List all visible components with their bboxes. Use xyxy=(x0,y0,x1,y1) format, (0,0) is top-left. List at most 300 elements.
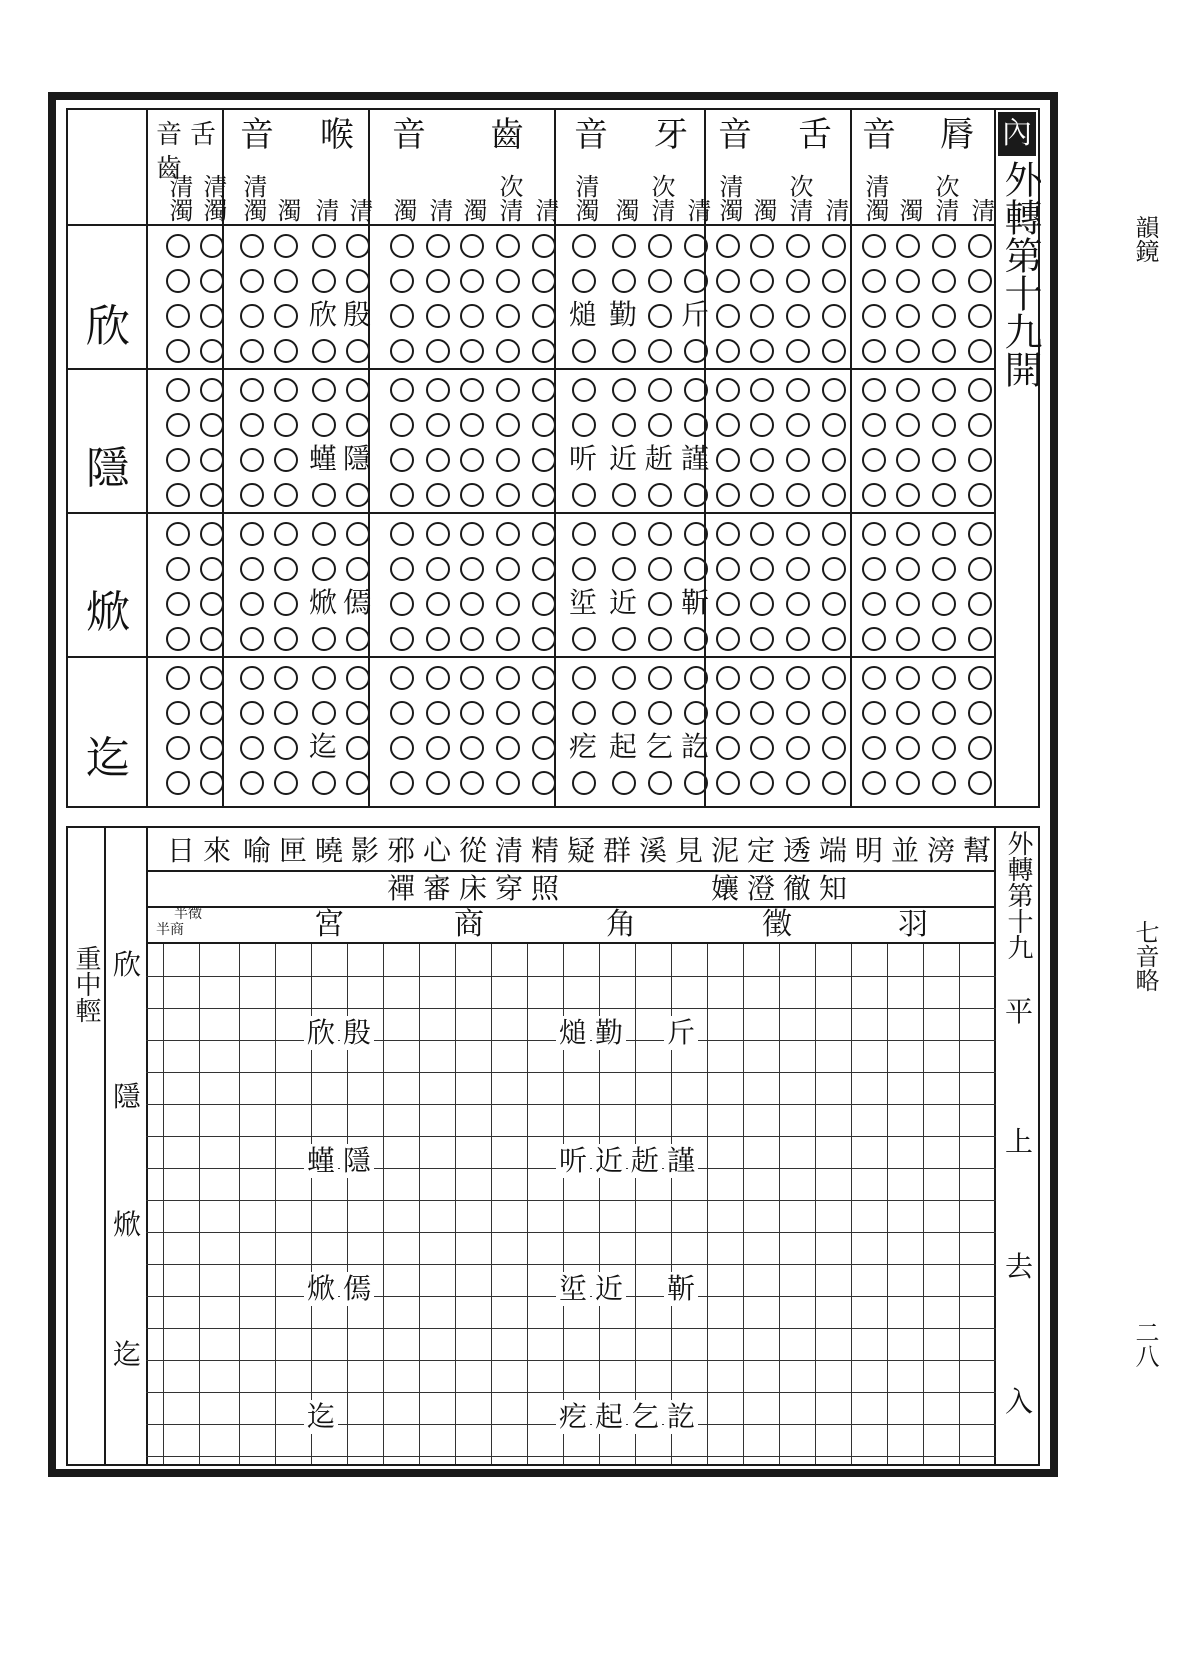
empty-circle xyxy=(932,483,956,507)
empty-circle xyxy=(460,304,484,328)
empty-circle xyxy=(166,701,190,725)
empty-circle xyxy=(684,557,708,581)
lower-grid-vline xyxy=(163,944,164,1464)
empty-circle xyxy=(240,771,264,795)
upper-subheader: 清 xyxy=(967,198,995,222)
tone-ping: 平 xyxy=(1004,995,1033,1028)
empty-circle xyxy=(822,771,846,795)
empty-circle xyxy=(968,666,992,690)
upper-subheader: 次清 xyxy=(931,174,959,222)
initial-row1: 來 xyxy=(202,834,231,867)
rhyme-label-4: 迄 xyxy=(86,733,130,784)
empty-circle xyxy=(426,736,450,760)
upper-title-text: 外轉第十九開 xyxy=(998,160,1042,388)
empty-circle xyxy=(896,339,920,363)
empty-circle xyxy=(572,627,596,651)
note-yu: 羽 xyxy=(898,907,928,942)
lower-entry-char: 疙 xyxy=(556,1400,590,1434)
empty-circle xyxy=(786,304,810,328)
empty-circle xyxy=(862,234,886,258)
empty-circle xyxy=(822,339,846,363)
empty-circle xyxy=(312,666,336,690)
empty-circle xyxy=(822,701,846,725)
lower-grid-hline xyxy=(146,1264,996,1265)
empty-circle xyxy=(932,448,956,472)
note-half xyxy=(156,906,220,938)
empty-circle xyxy=(862,627,886,651)
empty-circle xyxy=(822,666,846,690)
empty-circle xyxy=(716,304,740,328)
upper-cell-char: 㷟 xyxy=(568,298,597,331)
empty-circle xyxy=(572,666,596,690)
empty-circle xyxy=(426,378,450,402)
header-group-teeth-2: 音 xyxy=(392,115,426,155)
empty-circle xyxy=(786,557,810,581)
empty-circle xyxy=(932,339,956,363)
empty-circle xyxy=(862,304,886,328)
empty-circle xyxy=(786,592,810,616)
empty-circle xyxy=(648,413,672,437)
empty-circle xyxy=(932,234,956,258)
initial-row1: 見 xyxy=(674,834,703,867)
lower-grid-vline xyxy=(923,944,924,1464)
empty-circle xyxy=(390,448,414,472)
upper-subheader: 清 xyxy=(345,198,373,222)
lower-entry-char: 殷 xyxy=(340,1016,374,1050)
initial-row1: 泥 xyxy=(710,834,739,867)
lower-entry-char: 焮 xyxy=(304,1272,338,1306)
initial-row1: 溪 xyxy=(638,834,667,867)
empty-circle xyxy=(862,269,886,293)
empty-circle xyxy=(390,339,414,363)
empty-circle xyxy=(968,448,992,472)
empty-circle xyxy=(460,592,484,616)
empty-circle xyxy=(786,666,810,690)
empty-circle xyxy=(460,666,484,690)
initial-row1: 邪 xyxy=(386,834,415,867)
empty-circle xyxy=(274,234,298,258)
note-jiao: 角 xyxy=(606,907,636,942)
empty-circle xyxy=(716,627,740,651)
empty-circle xyxy=(166,592,190,616)
empty-circle xyxy=(822,736,846,760)
empty-circle xyxy=(166,413,190,437)
tone-qu: 去 xyxy=(1004,1250,1033,1283)
empty-circle xyxy=(426,339,450,363)
empty-circle xyxy=(750,483,774,507)
empty-circle xyxy=(532,592,556,616)
lower-side-label-text: 重中輕 xyxy=(71,945,101,1023)
empty-circle xyxy=(240,304,264,328)
empty-circle xyxy=(274,736,298,760)
empty-circle xyxy=(896,304,920,328)
empty-circle xyxy=(716,339,740,363)
empty-circle xyxy=(200,557,224,581)
empty-circle xyxy=(532,557,556,581)
initial-row2: 孃 xyxy=(710,872,739,905)
empty-circle xyxy=(968,701,992,725)
empty-circle xyxy=(426,522,450,546)
empty-circle xyxy=(312,378,336,402)
empty-circle xyxy=(496,269,520,293)
empty-circle xyxy=(460,736,484,760)
lower-label-col-line xyxy=(146,826,148,1466)
empty-circle xyxy=(274,771,298,795)
empty-circle xyxy=(274,304,298,328)
empty-circle xyxy=(896,483,920,507)
header-group-molar-1: 牙 xyxy=(654,115,688,155)
empty-circle xyxy=(312,269,336,293)
empty-circle xyxy=(822,413,846,437)
upper-subheader: 次清 xyxy=(785,174,813,222)
margin-book-title xyxy=(1130,215,1160,269)
lower-grid-vline xyxy=(851,944,852,1464)
empty-circle xyxy=(240,269,264,293)
empty-circle xyxy=(390,627,414,651)
lower-grid-vline xyxy=(707,944,708,1464)
upper-cell-char: 勤 xyxy=(608,298,637,331)
upper-subheader: 清濁 xyxy=(861,174,889,222)
empty-circle xyxy=(572,522,596,546)
empty-circle xyxy=(496,483,520,507)
initial-row2: 穿 xyxy=(494,872,523,905)
upper-subheader: 清 xyxy=(531,198,559,222)
empty-circle xyxy=(786,522,810,546)
upper-cell-char: 殷 xyxy=(342,298,371,331)
upper-subheader: 清濁 xyxy=(715,174,743,222)
lower-grid-hline xyxy=(146,1392,996,1393)
empty-circle xyxy=(166,339,190,363)
lower-rhyme-label-1: 欣 xyxy=(112,948,141,981)
empty-circle xyxy=(426,304,450,328)
empty-circle xyxy=(612,701,636,725)
upper-subheader: 濁 xyxy=(611,198,639,222)
lower-grid-hline xyxy=(146,1328,996,1329)
empty-circle xyxy=(460,378,484,402)
upper-cell-char: 靳 xyxy=(680,586,709,619)
empty-circle xyxy=(496,627,520,651)
lower-grid-vline xyxy=(455,944,456,1464)
empty-circle xyxy=(684,378,708,402)
empty-circle xyxy=(572,269,596,293)
empty-circle xyxy=(532,269,556,293)
empty-circle xyxy=(460,448,484,472)
empty-circle xyxy=(390,736,414,760)
empty-circle xyxy=(312,627,336,651)
empty-circle xyxy=(200,627,224,651)
empty-circle xyxy=(716,701,740,725)
empty-circle xyxy=(532,522,556,546)
empty-circle xyxy=(648,234,672,258)
initial-row1: 明 xyxy=(854,834,883,867)
empty-circle xyxy=(612,378,636,402)
lower-entry-char: 近 xyxy=(592,1272,626,1306)
empty-circle xyxy=(200,592,224,616)
lower-title-text: 外轉第十九 xyxy=(1003,830,1033,960)
initial-row1: 清 xyxy=(494,834,523,867)
upper-cell-char: 訖 xyxy=(680,730,709,763)
empty-circle xyxy=(786,701,810,725)
header-group-half-2: 音齒 xyxy=(155,120,182,184)
upper-title xyxy=(998,160,1042,396)
empty-circle xyxy=(932,378,956,402)
empty-circle xyxy=(274,666,298,690)
empty-circle xyxy=(862,666,886,690)
lower-grid-hline xyxy=(146,1072,996,1073)
empty-circle xyxy=(496,771,520,795)
lower-grid-vline xyxy=(383,944,384,1464)
empty-circle xyxy=(460,771,484,795)
empty-circle xyxy=(932,304,956,328)
empty-circle xyxy=(274,592,298,616)
empty-circle xyxy=(862,557,886,581)
empty-circle xyxy=(390,666,414,690)
lower-entry-char: 靳 xyxy=(664,1272,698,1306)
empty-circle xyxy=(496,234,520,258)
empty-circle xyxy=(822,592,846,616)
empty-circle xyxy=(932,557,956,581)
empty-circle xyxy=(200,666,224,690)
empty-circle xyxy=(932,413,956,437)
upper-cell-char: 疙 xyxy=(568,730,597,763)
empty-circle xyxy=(390,557,414,581)
upper-row-line-1 xyxy=(66,368,996,370)
empty-circle xyxy=(862,522,886,546)
margin-book-title-text: 韻鏡 xyxy=(1131,215,1159,263)
lower-rhyme-label-3: 焮 xyxy=(112,1208,141,1241)
lower-entry-char: 螼 xyxy=(304,1144,338,1178)
empty-circle xyxy=(786,378,810,402)
initial-row2: 知 xyxy=(818,872,847,905)
initial-row2: 徹 xyxy=(782,872,811,905)
empty-circle xyxy=(426,234,450,258)
initial-row1: 從 xyxy=(458,834,487,867)
empty-circle xyxy=(200,736,224,760)
initial-row1: 精 xyxy=(530,834,559,867)
empty-circle xyxy=(684,771,708,795)
empty-circle xyxy=(426,701,450,725)
empty-circle xyxy=(932,666,956,690)
lower-entry-char: 欣 xyxy=(304,1016,338,1050)
upper-subheader: 次清 xyxy=(647,174,675,222)
empty-circle xyxy=(274,448,298,472)
empty-circle xyxy=(572,483,596,507)
upper-subheader: 濁 xyxy=(895,198,923,222)
empty-circle xyxy=(862,448,886,472)
lower-grid-vline xyxy=(887,944,888,1464)
empty-circle xyxy=(786,627,810,651)
upper-subheader: 濁 xyxy=(273,198,301,222)
empty-circle xyxy=(346,771,370,795)
empty-circle xyxy=(822,627,846,651)
empty-circle xyxy=(390,522,414,546)
empty-circle xyxy=(346,339,370,363)
empty-circle xyxy=(200,269,224,293)
empty-circle xyxy=(346,483,370,507)
empty-circle xyxy=(612,483,636,507)
empty-circle xyxy=(716,592,740,616)
initial-row2: 澄 xyxy=(746,872,775,905)
upper-cell-char: 螼 xyxy=(308,442,337,475)
empty-circle xyxy=(240,666,264,690)
initial-row1: 心 xyxy=(422,834,451,867)
initial-row2: 照 xyxy=(530,872,559,905)
empty-circle xyxy=(426,269,450,293)
empty-circle xyxy=(612,413,636,437)
lower-entry-char: 㷟 xyxy=(556,1016,590,1050)
empty-circle xyxy=(716,522,740,546)
lower-grid-hline xyxy=(146,1200,996,1201)
upper-cell-char: 听 xyxy=(568,442,597,475)
empty-circle xyxy=(684,269,708,293)
upper-col-line-5 xyxy=(850,108,852,808)
margin-section-title-text: 七音略 xyxy=(1131,920,1159,992)
initial-row1: 影 xyxy=(350,834,379,867)
upper-cell-char: 近 xyxy=(608,586,637,619)
empty-circle xyxy=(750,701,774,725)
lower-grid-vline xyxy=(815,944,816,1464)
empty-circle xyxy=(346,413,370,437)
empty-circle xyxy=(426,771,450,795)
empty-circle xyxy=(240,234,264,258)
empty-circle xyxy=(750,666,774,690)
empty-circle xyxy=(750,304,774,328)
upper-row-line-2 xyxy=(66,512,996,514)
lower-entry-char: 垽 xyxy=(556,1272,590,1306)
empty-circle xyxy=(862,736,886,760)
empty-circle xyxy=(750,736,774,760)
empty-circle xyxy=(968,627,992,651)
empty-circle xyxy=(822,378,846,402)
upper-subheader: 清濁 xyxy=(239,174,267,222)
empty-circle xyxy=(648,522,672,546)
tone-shang: 上 xyxy=(1004,1125,1033,1158)
empty-circle xyxy=(312,522,336,546)
upper-cell-char: 斤 xyxy=(680,298,709,331)
upper-subheader: 濁 xyxy=(459,198,487,222)
empty-circle xyxy=(862,592,886,616)
empty-circle xyxy=(716,269,740,293)
lower-entry-char: 訖 xyxy=(664,1400,698,1434)
empty-circle xyxy=(648,701,672,725)
lower-grid-hline xyxy=(146,976,996,977)
upper-cell-char: 隱 xyxy=(342,442,371,475)
empty-circle xyxy=(390,771,414,795)
empty-circle xyxy=(426,666,450,690)
initial-row1: 匣 xyxy=(278,834,307,867)
empty-circle xyxy=(240,701,264,725)
empty-circle xyxy=(346,736,370,760)
empty-circle xyxy=(496,339,520,363)
upper-subheader: 清 xyxy=(425,198,453,222)
empty-circle xyxy=(896,592,920,616)
lower-side-label xyxy=(70,945,102,1030)
empty-circle xyxy=(460,483,484,507)
rhyme-label-2: 隱 xyxy=(86,443,130,494)
empty-circle xyxy=(312,234,336,258)
empty-circle xyxy=(786,339,810,363)
upper-cell-char: 起 xyxy=(608,730,637,763)
empty-circle xyxy=(750,269,774,293)
empty-circle xyxy=(312,557,336,581)
empty-circle xyxy=(968,339,992,363)
upper-cell-char: 欣 xyxy=(308,298,337,331)
empty-circle xyxy=(648,269,672,293)
initial-row1: 疑 xyxy=(566,834,595,867)
empty-circle xyxy=(390,701,414,725)
empty-circle xyxy=(532,666,556,690)
empty-circle xyxy=(716,736,740,760)
empty-circle xyxy=(532,701,556,725)
empty-circle xyxy=(786,771,810,795)
header-group-lip-1: 脣 xyxy=(940,115,974,155)
empty-circle xyxy=(750,448,774,472)
empty-circle xyxy=(716,483,740,507)
empty-circle xyxy=(896,736,920,760)
upper-subheader: 清濁 xyxy=(165,174,193,222)
empty-circle xyxy=(750,771,774,795)
empty-circle xyxy=(460,557,484,581)
empty-circle xyxy=(312,701,336,725)
empty-circle xyxy=(648,378,672,402)
lower-grid-vline xyxy=(239,944,240,1464)
upper-row-line-3 xyxy=(66,656,996,658)
empty-circle xyxy=(684,483,708,507)
initial-row1: 曉 xyxy=(314,834,343,867)
initial-row2: 床 xyxy=(458,872,487,905)
empty-circle xyxy=(684,701,708,725)
empty-circle xyxy=(786,413,810,437)
lower-entry-char: 迄 xyxy=(304,1400,338,1434)
empty-circle xyxy=(274,701,298,725)
lower-title xyxy=(999,830,1037,966)
empty-circle xyxy=(896,701,920,725)
empty-circle xyxy=(862,413,886,437)
upper-cell-char: 謹 xyxy=(680,442,709,475)
empty-circle xyxy=(426,592,450,616)
empty-circle xyxy=(932,522,956,546)
empty-circle xyxy=(862,483,886,507)
empty-circle xyxy=(786,448,810,472)
empty-circle xyxy=(496,304,520,328)
empty-circle xyxy=(822,269,846,293)
empty-circle xyxy=(822,234,846,258)
empty-circle xyxy=(390,378,414,402)
empty-circle xyxy=(716,557,740,581)
lower-grid-vline xyxy=(959,944,960,1464)
lower-entry-char: 近 xyxy=(592,1144,626,1178)
empty-circle xyxy=(684,666,708,690)
empty-circle xyxy=(968,304,992,328)
empty-circle xyxy=(274,522,298,546)
empty-circle xyxy=(166,736,190,760)
lower-grid-vline xyxy=(275,944,276,1464)
empty-circle xyxy=(896,234,920,258)
empty-circle xyxy=(346,269,370,293)
empty-circle xyxy=(968,413,992,437)
empty-circle xyxy=(390,269,414,293)
upper-subheader: 清濁 xyxy=(571,174,599,222)
empty-circle xyxy=(166,522,190,546)
empty-circle xyxy=(496,592,520,616)
header-group-throat-2: 音 xyxy=(240,115,274,155)
empty-circle xyxy=(862,378,886,402)
empty-circle xyxy=(822,483,846,507)
empty-circle xyxy=(274,557,298,581)
initial-row1: 定 xyxy=(746,834,775,867)
lower-grid-vline xyxy=(491,944,492,1464)
margin-page-number xyxy=(1130,1320,1160,1374)
